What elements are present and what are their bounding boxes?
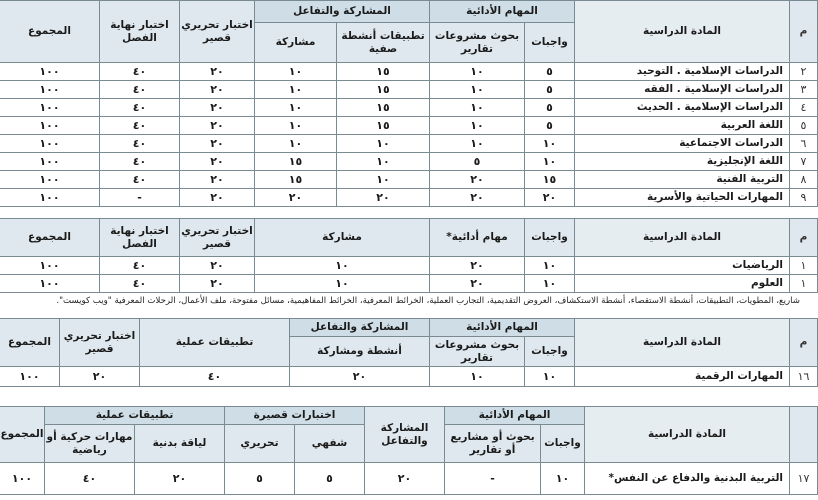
cell-projects: ١٠ [430, 117, 525, 135]
cell-projects: ١٠ [430, 367, 525, 387]
cell-final-test: ٤٠ [100, 63, 180, 81]
cell-participation: ١٠ [255, 275, 430, 293]
col-group-short-tests: اختبارات قصيرة [225, 407, 365, 425]
cell-participation: ٢٠ [255, 189, 337, 207]
cell-homework: ٥ [525, 63, 575, 81]
cell-no: ١ [790, 257, 818, 275]
cell-practical: ٤٠ [140, 367, 290, 387]
col-participation: المشاركة والتفاعل [365, 407, 445, 463]
col-fitness: لياقة بدنية [135, 425, 225, 463]
col-final-test: اختبار نهاية الفصل [100, 1, 180, 63]
cell-activities: ١٥ [337, 99, 430, 117]
cell-research: - [445, 463, 541, 495]
col-subject: المادة الدراسية [575, 1, 790, 63]
cell-short-test: ٢٠ [180, 257, 255, 275]
table-row [0, 367, 818, 387]
table-row [0, 257, 818, 275]
cell-tasks: ٢٠ [430, 257, 525, 275]
cell-final-test: - [100, 189, 180, 207]
cell-homework: ٥ [525, 81, 575, 99]
cell-total: ١٠٠ [0, 81, 100, 99]
table-row [0, 81, 818, 99]
cell-final-test: ٤٠ [100, 257, 180, 275]
table-row [0, 117, 818, 135]
cell-no: ٨ [790, 171, 818, 189]
cell-short-test: ٢٠ [180, 81, 255, 99]
cell-final-test: ٤٠ [100, 117, 180, 135]
col-homework: واجبات [541, 425, 585, 463]
col-group-practical: تطبيقات عملية [44, 407, 224, 425]
cell-total: ١٠٠ [0, 367, 60, 387]
cell-subject: اللغة العربية [575, 117, 790, 135]
cell-subject: التربية البدنية والدفاع عن النفس* [585, 463, 790, 495]
cell-short-test: ٢٠ [180, 63, 255, 81]
cell-participation: ١٥ [255, 153, 337, 171]
cell-written: ٥ [225, 463, 295, 495]
col-short-test: اختبار تحريري قصير [180, 219, 255, 257]
col-participation: مشاركة [255, 219, 430, 257]
col-participation: مشاركة [255, 23, 337, 63]
table-row [0, 463, 818, 495]
cell-final-test: ٤٠ [100, 135, 180, 153]
cell-short-test: ٢٠ [60, 367, 140, 387]
col-short-test: اختبار تحريري قصير [60, 319, 140, 367]
cell-short-test: ٢٠ [180, 153, 255, 171]
col-homework: واجبات [525, 23, 575, 63]
cell-projects: ٢٠ [430, 189, 525, 207]
col-no: م [790, 319, 818, 367]
col-homework: واجبات [525, 219, 575, 257]
cell-final-test: ٤٠ [100, 99, 180, 117]
cell-activities: ٢٠ [290, 367, 430, 387]
cell-homework: ١٠ [525, 275, 575, 293]
table-row [0, 189, 818, 207]
cell-homework: ٥ [525, 117, 575, 135]
cell-participation: ١٠ [255, 257, 430, 275]
cell-subject: الرياضيات [575, 257, 790, 275]
table-row [0, 99, 818, 117]
cell-participation: ١٠ [255, 63, 337, 81]
col-total: المجموع [0, 219, 100, 257]
cell-total: ١٠٠ [0, 463, 44, 495]
col-motor-skills: مهارات حركية أو رياضية [44, 425, 134, 463]
col-final-test: اختبار نهاية الفصل [100, 219, 180, 257]
col-total: المجموع [0, 1, 100, 63]
col-tasks: مهام أدائية* [430, 219, 525, 257]
cell-homework: ١٠ [525, 135, 575, 153]
col-written: تحريري [225, 425, 295, 463]
cell-subject: العلوم [575, 275, 790, 293]
cell-no: ٦ [790, 135, 818, 153]
table-row [0, 135, 818, 153]
col-practical: تطبيقات عملية [140, 319, 290, 367]
cell-final-test: ٤٠ [100, 275, 180, 293]
cell-subject: المهارات الرقمية [575, 367, 790, 387]
cell-projects: ٥ [430, 153, 525, 171]
col-short-test: اختبار تحريري قصير [180, 1, 255, 63]
col-no [790, 407, 818, 463]
cell-projects: ١٠ [430, 99, 525, 117]
cell-no: ٢ [790, 63, 818, 81]
table-row [0, 153, 818, 171]
cell-participation: ١٠ [255, 81, 337, 99]
cell-homework: ١٠ [525, 367, 575, 387]
cell-subject: التربية الفنية [575, 171, 790, 189]
col-research: بحوث أو مشاريع أو تقارير [445, 425, 541, 463]
col-group-tasks: المهام الأدائية [430, 319, 575, 337]
col-subject: المادة الدراسية [575, 319, 790, 367]
cell-participation: ٢٠ [365, 463, 445, 495]
cell-participation: ١٥ [255, 171, 337, 189]
col-group-participation: المشاركة والتفاعل [290, 319, 430, 337]
cell-homework: ١٠ [525, 153, 575, 171]
footnote: شاريع، المطويات، التطبيقات، أنشطة الاستقصاء، أنشطة الاستكشاف، العروض التقديمية، التجارب العملية، الخرائط المعرفية، الخرائط المفاهيمية، مسائل مفتوحة، ملف الأعمال، الرحلات المعرفية "ويب كويست". [56, 296, 800, 306]
col-subject: المادة الدراسية [585, 407, 790, 463]
grades-table-math-science [0, 218, 818, 293]
table-row [0, 275, 818, 293]
cell-activities: ١٥ [337, 117, 430, 135]
cell-final-test: ٤٠ [100, 81, 180, 99]
cell-total: ١٠٠ [0, 189, 100, 207]
col-group-tasks: المهام الأدائية [445, 407, 585, 425]
col-oral: شفهي [295, 425, 365, 463]
col-no: م [790, 219, 818, 257]
cell-short-test: ٢٠ [180, 99, 255, 117]
cell-fitness: ٢٠ [135, 463, 225, 495]
cell-total: ١٠٠ [0, 153, 100, 171]
cell-projects: ١٠ [430, 81, 525, 99]
cell-participation: ١٠ [255, 99, 337, 117]
cell-total: ١٠٠ [0, 99, 100, 117]
cell-activities: ١٠ [337, 171, 430, 189]
col-activities-participation: أنشطة ومشاركة [290, 337, 430, 367]
cell-total: ١٠٠ [0, 257, 100, 275]
cell-participation: ١٠ [255, 135, 337, 153]
cell-no: ٧ [790, 153, 818, 171]
cell-total: ١٠٠ [0, 135, 100, 153]
cell-activities: ١٥ [337, 63, 430, 81]
cell-total: ١٠٠ [0, 117, 100, 135]
cell-homework: ١٥ [525, 171, 575, 189]
cell-short-test: ٢٠ [180, 275, 255, 293]
cell-homework: ١٠ [525, 257, 575, 275]
cell-subject: اللغة الإنجليزية [575, 153, 790, 171]
table-row [0, 171, 818, 189]
cell-total: ١٠٠ [0, 171, 100, 189]
col-no: م [790, 1, 818, 63]
cell-final-test: ٤٠ [100, 153, 180, 171]
cell-short-test: ٢٠ [180, 171, 255, 189]
cell-no: ١٧ [790, 463, 818, 495]
cell-homework: ٢٠ [525, 189, 575, 207]
cell-projects: ١٠ [430, 63, 525, 81]
cell-activities: ٢٠ [337, 189, 430, 207]
cell-subject: الدراسات الإسلامية . التوحيد [575, 63, 790, 81]
cell-total: ١٠٠ [0, 275, 100, 293]
grades-table-general [0, 0, 818, 207]
cell-activities: ١٠ [337, 153, 430, 171]
grades-table-physical-education [0, 406, 818, 495]
col-projects: بحوث مشروعات تقارير [430, 337, 525, 367]
cell-no: ٣ [790, 81, 818, 99]
cell-subject: الدراسات الإسلامية . الفقه [575, 81, 790, 99]
col-subject: المادة الدراسية [575, 219, 790, 257]
col-class-activities: تطبيقات أنشطة صفية [337, 23, 430, 63]
col-total: المجموع [0, 319, 60, 367]
cell-total: ١٠٠ [0, 63, 100, 81]
cell-homework: ١٠ [541, 463, 585, 495]
cell-subject: الدراسات الاجتماعية [575, 135, 790, 153]
cell-final-test: ٤٠ [100, 171, 180, 189]
grades-table-digital-skills [0, 318, 818, 387]
cell-participation: ١٠ [255, 117, 337, 135]
cell-no: ١٦ [790, 367, 818, 387]
cell-projects: ١٠ [430, 135, 525, 153]
col-total: المجموع [0, 407, 44, 463]
cell-projects: ٢٠ [430, 171, 525, 189]
cell-short-test: ٢٠ [180, 135, 255, 153]
cell-no: ٥ [790, 117, 818, 135]
cell-short-test: ٢٠ [180, 189, 255, 207]
cell-oral: ٥ [295, 463, 365, 495]
cell-subject: الدراسات الإسلامية . الحديث [575, 99, 790, 117]
col-group-tasks: المهام الأدائية [430, 1, 575, 23]
cell-no: ٤ [790, 99, 818, 117]
cell-activities: ١٥ [337, 81, 430, 99]
cell-homework: ٥ [525, 99, 575, 117]
col-group-participation: المشاركة والتفاعل [255, 1, 430, 23]
table-row [0, 63, 818, 81]
col-homework: واجبات [525, 337, 575, 367]
cell-motor-skills: ٤٠ [44, 463, 134, 495]
col-projects: بحوث مشروعات تقارير [430, 23, 525, 63]
cell-tasks: ٢٠ [430, 275, 525, 293]
cell-short-test: ٢٠ [180, 117, 255, 135]
cell-subject: المهارات الحياتية والأسرية [575, 189, 790, 207]
cell-activities: ١٠ [337, 135, 430, 153]
cell-no: ٩ [790, 189, 818, 207]
cell-no: ١ [790, 275, 818, 293]
